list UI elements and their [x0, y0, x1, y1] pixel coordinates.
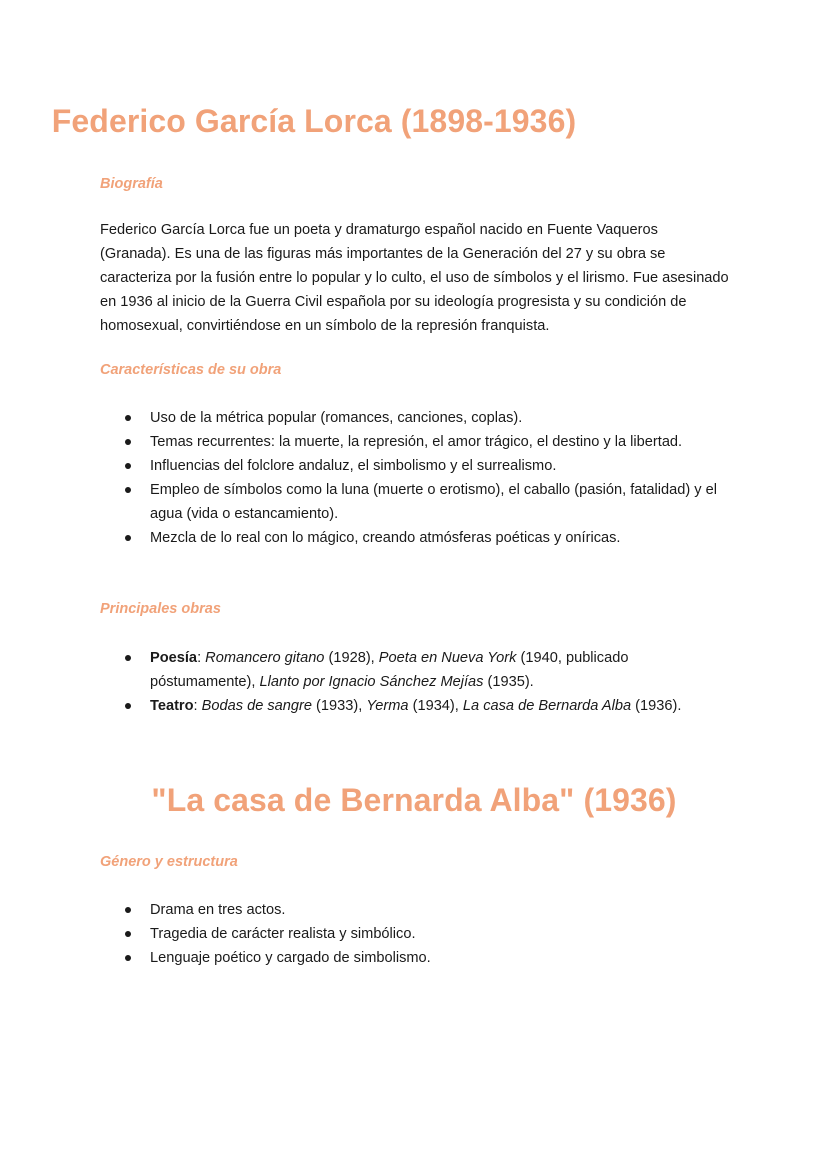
list-item-teatro: Teatro: Bodas de sangre (1933), Yerma (1934), La casa de Bernarda Alba (1936).	[100, 694, 732, 718]
bullet-icon	[125, 439, 131, 445]
section-heading-biografia: Biografía	[100, 176, 163, 192]
list-item	[100, 454, 732, 478]
teatro-label: Teatro	[150, 698, 194, 714]
work-title: Bodas de sangre	[201, 698, 312, 714]
caracteristicas-list	[100, 406, 732, 550]
work-title: Llanto por Ignacio Sánchez Mejías	[259, 674, 484, 690]
bullet-icon	[125, 703, 131, 709]
bullet-icon	[125, 655, 131, 661]
genero-list	[100, 898, 732, 970]
list-item	[100, 406, 732, 430]
section-heading-genero: Género y estructura	[100, 854, 238, 870]
bullet-icon	[125, 931, 131, 937]
list-item	[100, 946, 732, 970]
list-item-text: Mezcla de lo real con lo mágico, creando atmósferas poéticas y oníricas.	[150, 530, 621, 546]
bullet-icon	[125, 415, 131, 421]
work-title: La casa de Bernarda Alba	[462, 698, 632, 714]
list-item-text: Lenguaje poético y cargado de simbolismo.	[150, 950, 431, 966]
work-title: Poeta en Nueva York	[378, 650, 517, 666]
bullet-icon	[125, 487, 131, 493]
list-item-text: Uso de la métrica popular (romances, canciones, coplas).	[150, 410, 523, 426]
list-item	[100, 478, 732, 526]
list-item-poesia: Poesía: Romancero gitano (1928), Poeta en Nueva York (1940, publicado póstumamente), Llanto por Ignacio Sánchez Mejías (1935).	[100, 646, 732, 694]
bullet-icon	[125, 463, 131, 469]
bullet-icon	[125, 955, 131, 961]
list-item-text: Influencias del folclore andaluz, el simbolismo y el surrealismo.	[150, 458, 557, 474]
list-item-text: Temas recurrentes: la muerte, la represión, el amor trágico, el destino y la libertad.	[150, 434, 683, 450]
section-heading-obras: Principales obras	[100, 601, 221, 617]
work-title: Romancero gitano	[205, 650, 325, 666]
poesia-label: Poesía	[150, 650, 198, 666]
section-title-bernarda-alba: "La casa de Bernarda Alba" (1936)	[151, 782, 677, 818]
list-item-text: Empleo de símbolos como la luna (muerte o erotismo), el caballo (pasión, fatalidad) y el agua (vida o estancamiento).	[150, 482, 717, 522]
section-heading-caracteristicas: Características de su obra	[100, 362, 282, 378]
list-item	[100, 430, 732, 454]
bullet-icon	[125, 535, 131, 541]
list-item	[100, 922, 732, 946]
list-item-text: Drama en tres actos.	[150, 902, 286, 918]
list-item-text: Tragedia de carácter realista y simbólico.	[150, 926, 416, 942]
obras-list	[100, 646, 732, 718]
work-title: Yerma	[366, 698, 409, 714]
list-item	[100, 526, 732, 550]
bullet-icon	[125, 907, 131, 913]
biografia-paragraph: Federico García Lorca fue un poeta y dramaturgo español nacido en Fuente Vaqueros (Granada). Es una de las figuras más importantes de la Generación del 27 y su obra se caracteriza por la fusión entre lo popular y lo culto, el uso de símbolos y el lirismo. Fue asesinado en 1936 al inicio de la Guerra Civil española por su ideología progresista y su condición de homosexual, convirtiéndose en un símbolo de la represión franquista.	[100, 222, 729, 334]
page-title: Federico García Lorca (1898-1936)	[51, 103, 577, 139]
list-item	[100, 898, 732, 922]
